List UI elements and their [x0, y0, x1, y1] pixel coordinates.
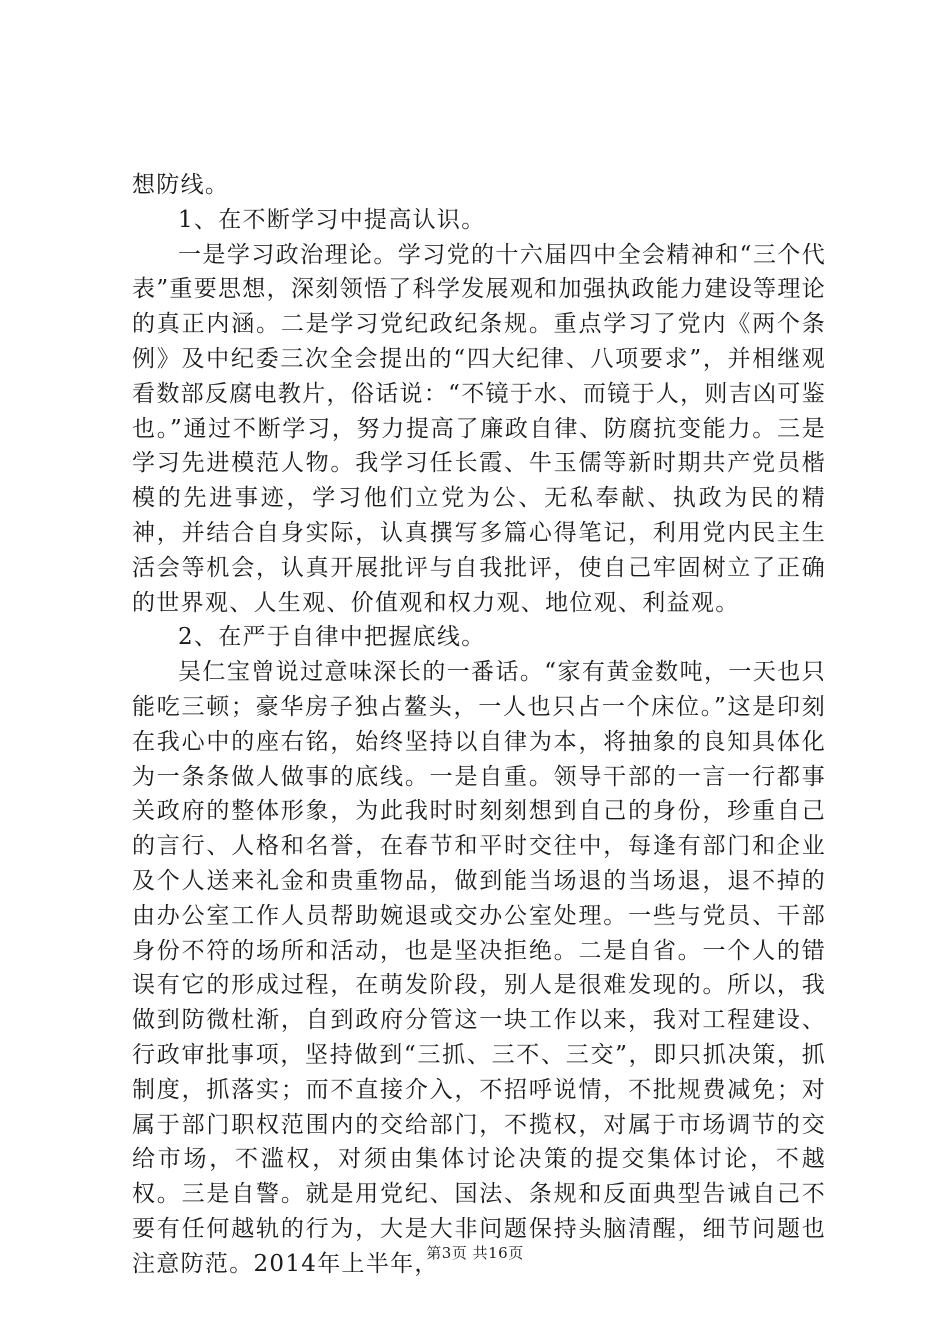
page-number-footer: 第3页 共16页 [426, 1244, 524, 1262]
section-heading-1: 1、在不断学习中提高认识。 [178, 206, 486, 233]
section-heading-2: 2、在严于自律中把握底线。 [178, 624, 486, 651]
paragraph-self-discipline: 吴仁宝曾说过意味深长的一番话。“家有黄金数吨，一天也只能吃三顿；豪华房子独占鳌头，一人也只占一个床位。”这是印刻在我心中的座右铭，始终坚持以自律为本，将抽象的良知具体化为一条条做人做事的底线。一是自重。领导干部的一言一行都事关政府的整体形象，为此我时时刻刻想到自己的身份，珍重自己的言行、人格和名誉，在春节和平时交往中，每逢有部门和企业及个人送来礼金和贵重物品，做到能当场退的当场退，退不掉的由办公室工作人员帮助婉退或交办公室处理。一些与党员、干部身份不符的场所和活动，也是坚决拒绝。二是自省。一个人的错误有它的形成过程，在萌发阶段，别人是很难发现的。所以，我做到防微杜渐，自到政府分管这一块工作以来，我对工程建设、行政审批事项，坚持做到“三抓、三不、三交”，即只抓决策，抓制度，抓落实；而不直接介入，不招呼说情，不批规费减免；对属于部门职权范围内的交给部门，不揽权，对属于市场调节的交给市场，不滥权，对须由集体讨论决策的提交集体讨论，不越权。三是自警。就是用党纪、国法、条规和反面典型告诫自己不要有任何越轨的行为，大是大非问题保持头脑清醒，细节问题也注意防范。2014年上半年， [132, 659, 826, 1277]
paragraph-study: 一是学习政治理论。学习党的十六届四中全会精神和“三个代表”重要思想，深刻领悟了科学发展观和加强执政能力建设等理论的真正内涵。二是学习党纪政纪条规。重点学习了党内《两个条例》及中纪委三次全会提出的“四大纪律、八项要求”，并相继观看数部反腐电教片，俗话说：“不镜于水、而镜于人，则吉凶可鉴也。”通过不断学习，努力提高了廉政自律、防腐抗变能力。三是学习先进模范人物。我学习任长霞、牛玉儒等新时期共产党员楷模的先进事迹，学习他们立党为公、无私奉献、执政为民的精神，并结合自身实际，认真撰写多篇心得笔记，利用党内民主生活会等机会，认真开展批评与自我批评，使自己牢固树立了正确的世界观、人生观、价值观和权力观、地位观、利益观。 [132, 241, 826, 616]
document-body [132, 168, 826, 1282]
paragraph-continuation: 想防线。 [132, 172, 230, 198]
